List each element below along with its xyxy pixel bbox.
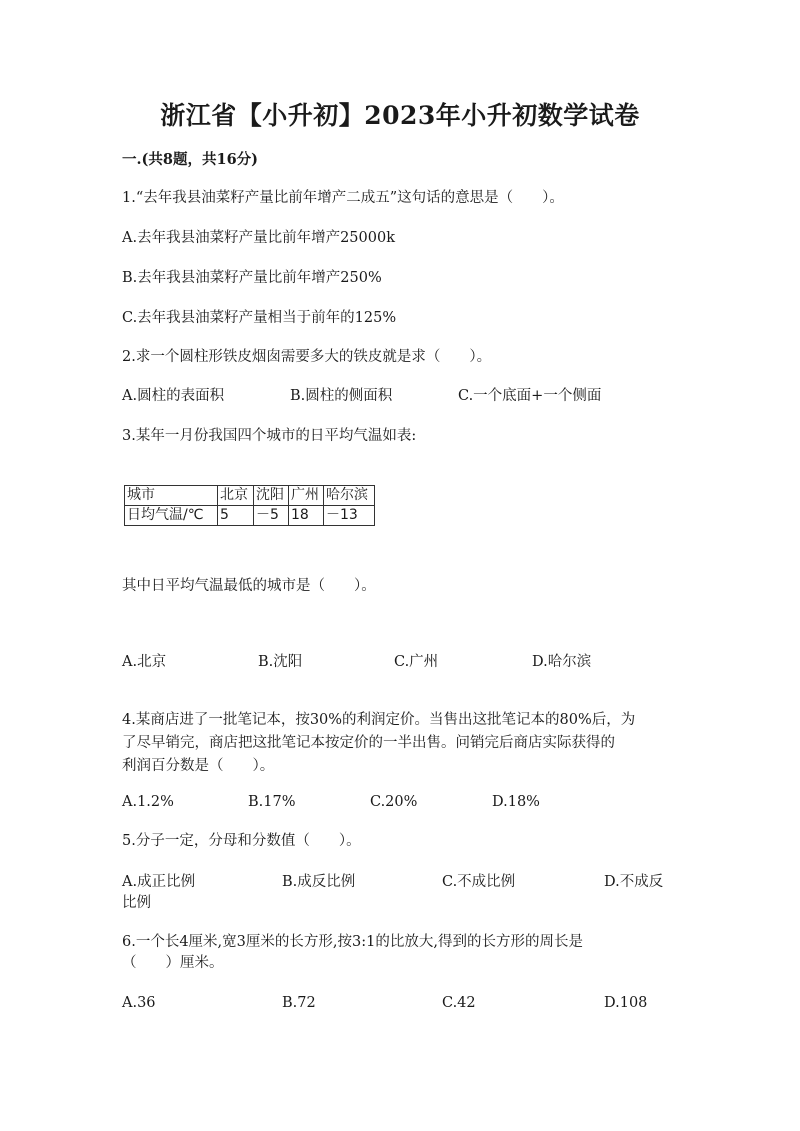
table-cell: 哈尔滨 [324,486,375,506]
table-cell: 沈阳 [254,486,289,506]
table-cell: 北京 [218,486,254,506]
page-title: 浙江省【小升初】2023年小升初数学试卷 [160,101,640,130]
question-3-stem: 3.某年一月份我国四个城市的日平均气温如表: [122,428,417,444]
question-5-option-c: C.不成比例 [442,874,516,890]
question-4-option-a: A.1.2% [122,794,174,810]
table-cell: －5 [254,506,289,526]
question-2-option-a: A.圆柱的表面积 [122,388,225,404]
question-3-option-b: B.沈阳 [258,654,303,670]
question-2-stem: 2.求一个圆柱形铁皮烟囱需要多大的铁皮就是求（ ）。 [122,349,492,365]
section-heading: 一.(共8题，共16分) [122,151,259,168]
question-6-stem-line-2: （ ）厘米。 [122,955,224,971]
question-5-option-a: A.成正比例 [122,874,196,890]
question-6-option-b: B.72 [282,995,316,1011]
table-cell: 广州 [289,486,324,506]
table-row [125,506,375,526]
question-6-option-d: D.108 [604,995,648,1011]
table-cell: 5 [218,506,254,526]
question-6-option-c: C.42 [442,995,476,1011]
question-4-option-c: C.20% [370,794,418,810]
question-6-stem-line-1: 6.一个长4厘米,宽3厘米的长方形,按3:1的比放大,得到的长方形的周长是 [122,934,583,950]
question-2-option-b: B.圆柱的侧面积 [290,388,393,404]
question-5-option-d-continued: 比例 [122,895,151,911]
question-5-option-d: D.不成反 [604,874,664,890]
table-cell: 日均气温/℃ [125,506,218,526]
question-1-stem: 1.“去年我县油菜籽产量比前年增产二成五”这句话的意思是（ ）。 [122,190,564,206]
question-5-stem: 5.分子一定，分母和分数值（ ）。 [122,833,361,849]
question-4-stem-line-3: 利润百分数是（ ）。 [122,758,275,774]
question-2-option-c: C.一个底面+一个侧面 [458,388,602,404]
table-header-row [125,486,375,506]
table-cell: －13 [324,506,375,526]
question-3-follow: 其中日平均气温最低的城市是（ ）。 [122,578,376,594]
question-4-stem-line-2: 了尽早销完，商店把这批笔记本按定价的一半出售。问销完后商店实际获得的 [122,735,615,751]
question-4-option-d: D.18% [492,794,540,810]
question-3-option-a: A.北京 [122,654,167,670]
question-4-option-b: B.17% [248,794,296,810]
question-1-option-a: A.去年我县油菜籽产量比前年增产25000k [122,230,395,246]
question-6-option-a: A.36 [122,995,156,1011]
question-5-option-b: B.成反比例 [282,874,356,890]
question-1-option-b: B.去年我县油菜籽产量比前年增产250% [122,270,382,286]
table-cell: 城市 [125,486,218,506]
question-4-stem-line-1: 4.某商店进了一批笔记本，按30%的利润定价。当售出这批笔记本的80%后，为 [122,712,636,728]
temperature-table [124,485,375,526]
question-1-option-c: C.去年我县油菜籽产量相当于前年的125% [122,310,397,326]
question-3-option-d: D.哈尔滨 [532,654,592,670]
table-cell: 18 [289,506,324,526]
question-3-option-c: C.广州 [394,654,439,670]
